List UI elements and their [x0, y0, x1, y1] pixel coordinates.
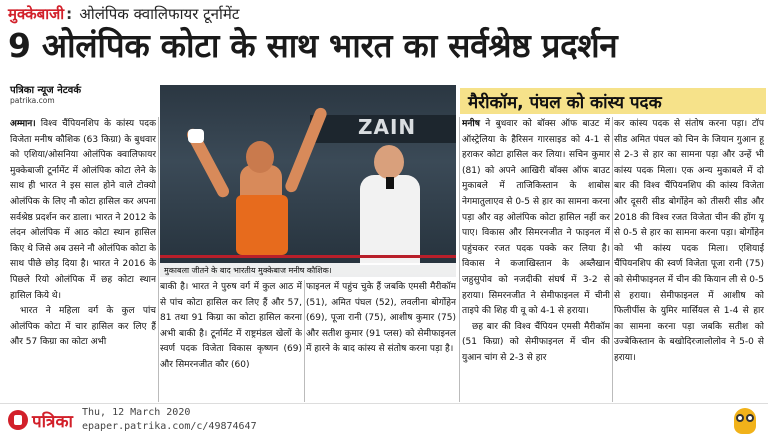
article-column-5 [614, 117, 764, 402]
banner-text: ZAIN [358, 115, 417, 139]
article-photo [160, 85, 456, 277]
edition-date: Thu, 12 March 2020 [82, 407, 191, 418]
paragraph-lead: मनीष [462, 119, 480, 129]
paragraph-text: विश्व चैंपियनशिप के कांस्य पदक विजेता मनीष कौशिक (63 किग्रा) के बुधवार को एशिया/ओसनिया ओलंपिक क्वालिफायर मुक्केबाजी टूर्नामेंट में ओलंपिक कोटा लेने के साथ ही भारत ने इस साल होने वाले टोक्यो ओलंपिक के लिए नौ कोटा हासिल कर अपना सर्वश्रेष्ठ प्रदर्शन कर डाला। भारत ने 2012 के लंदन ओलंपिक में आठ कोटा स्थान हासिल किए थे जिसे अब उसने नौ ओलंपिक कोटा के साथ पीछे छोड़ दिया है। भारत ने 2016 के पिछले रियो ओलंपिक में छह कोटा स्थान हासिल किये थे। [10, 119, 156, 301]
paragraph-text: कर कांस्य पदक से संतोष करना पड़ा। टॉप सीड अमित पंघल को चिन के जियान गुआन हू से 2-3 से हार का सामना पड़ा और उन्हें भी कांस्य पदक मिला। एक अन्य मुकाबले में दो बार की विश्व चैंपियनशिप की कांस्य विजेता और दूसरी सीड बोर्गोहेन को तीसरी सीड और 2018 की विश्व रजत विजेता चीन की होंग यू से 0-5 से हार का सामना करना पड़ा। बोर्गोहेन को भी कांस्य पदक मिला। एशियाई चैंपियनशिप की स्वर्ण विजेता पूजा रानी (75) को सेमीफाइनल में चीन की कियान ली से 0-5 से हराया। सेमीफाइनल में आशीष को फिलीपींस के युमिर मार्सियल से 1-4 से हार का सामना करना पड़ा जबकि सतीश को उज्बेकिस्तान के बखोदिरजालोलोव ने 5-0 से हराया। [614, 119, 764, 363]
column-divider [304, 280, 305, 402]
paragraph [10, 304, 156, 351]
referee-head [374, 145, 404, 179]
paragraph [160, 280, 302, 374]
patrika-logo-text[interactable]: पत्रिका [32, 412, 73, 432]
column-divider [612, 117, 613, 402]
owl-eye [736, 414, 744, 422]
paragraph [462, 320, 610, 367]
photo-caption: मुकाबला जीतने के बाद भारतीय मुक्केबाज मनीष कौशिक। [160, 263, 456, 277]
paragraph-text: फाइनल में पहुंच चुके हैं जबकि एमसी मैरीकॉम (51), अमित पंघल (52), लवलीना बोर्गोहेन (69), पूजा रानी (75), आशीष कुमार (75) और सतीश कुमार (91 प्लस) को सेमीफाइनल में हारने के बाद कांस्य से संतोष करना पड़ा है। [306, 282, 456, 355]
epaper-footer [0, 403, 768, 436]
article-column-4 [462, 117, 610, 402]
dateline: अम्मान। [10, 119, 36, 129]
byline-site: patrika.com [10, 96, 55, 105]
paragraph [462, 117, 610, 320]
boxer-raised-arm [284, 106, 329, 194]
subhead: मैरीकॉम, पंघल को कांस्य पदक [460, 88, 766, 114]
epaper-url[interactable]: epaper.patrika.com/c/49874647 [82, 421, 257, 432]
referee-bowtie [386, 177, 394, 189]
kicker-topic: ओलंपिक क्वालिफायर टूर्नामेंट [79, 5, 240, 23]
kicker-separator: : [66, 5, 73, 23]
headline: 9 ओलंपिक कोटा के साथ भारत का सर्वश्रेष्ठ प्रदर्शन [8, 26, 618, 65]
article-column-3 [306, 280, 456, 402]
column-divider [459, 117, 460, 402]
paragraph-text: भारत ने महिला वर्ग के कुल पांच ओलंपिक कोटा में चार हासिल कर लिए हैं और 57 किग्रा का कोटा अभी [10, 306, 156, 348]
column-divider [158, 117, 159, 402]
patrika-logo-icon[interactable] [8, 410, 28, 430]
ring-ropes [160, 255, 456, 258]
boxer-vest [236, 195, 288, 255]
boxer-glove [188, 129, 204, 143]
article-column-2 [160, 280, 302, 402]
byline-agency: पत्रिका न्यूज नेटवर्क [10, 85, 82, 96]
paragraph [614, 117, 764, 367]
paragraph-text: ने बुधवार को बॉक्स ऑफ बाउट में ऑस्ट्रेलिया के हैरिसन गारसाइड को 4-1 से हराकर कोटा हासिल कर लिया। सचिन कुमार (81) को अपने आखिरी बॉक्स ऑफ बाउट मुकाबले में ताजिकिस्तान के शाबोस नेगमातुलाएव से 0-5 से हार का सामना करना पड़ा और वह ओलंपिक कोटा हासिल नहीं कर पाए। विकास और सिमरनजीत ने फाइनल में पहुंचकर रजत पदक पक्के कर लिया है। विकास ने कजाखिस्तान के अब्लैखान जहुसुपोव को नजदीकी संघर्ष में 3-2 से हराया। सिमरनजीत ने सेमीफाइनल में चीनी ताइपे की शिह यी वू को 4-1 से हराया। [462, 119, 610, 317]
article-column-1 [10, 117, 156, 402]
owl-mascot-icon [734, 408, 756, 434]
paragraph-text: छह बार की विश्व चैंपियन एमसी मैरीकॉम (51 किग्रा) को सेमीफाइनल में चीन की युआन चांग से 2-3 से हार [462, 321, 610, 363]
paragraph [306, 280, 456, 358]
kicker-category: मुक्केबाजी [8, 5, 65, 23]
paragraph-text: बाकी है। भारत ने पुरुष वर्ग में कुल आठ में से पांच कोटा हासिल कर लिए हैं और 57, 81 तथा 91 किग्रा का कोटा हासिल करना अभी बाकी है। टूर्नामेंट में राष्ट्रमंडल खेलों के स्वर्ण पदक विजेता विकास कृष्णन (69) और सिमरनजीत कौर (60) [160, 282, 302, 370]
owl-eye [746, 414, 754, 422]
kicker [8, 4, 239, 24]
boxer-head [246, 141, 274, 173]
paragraph [10, 117, 156, 304]
